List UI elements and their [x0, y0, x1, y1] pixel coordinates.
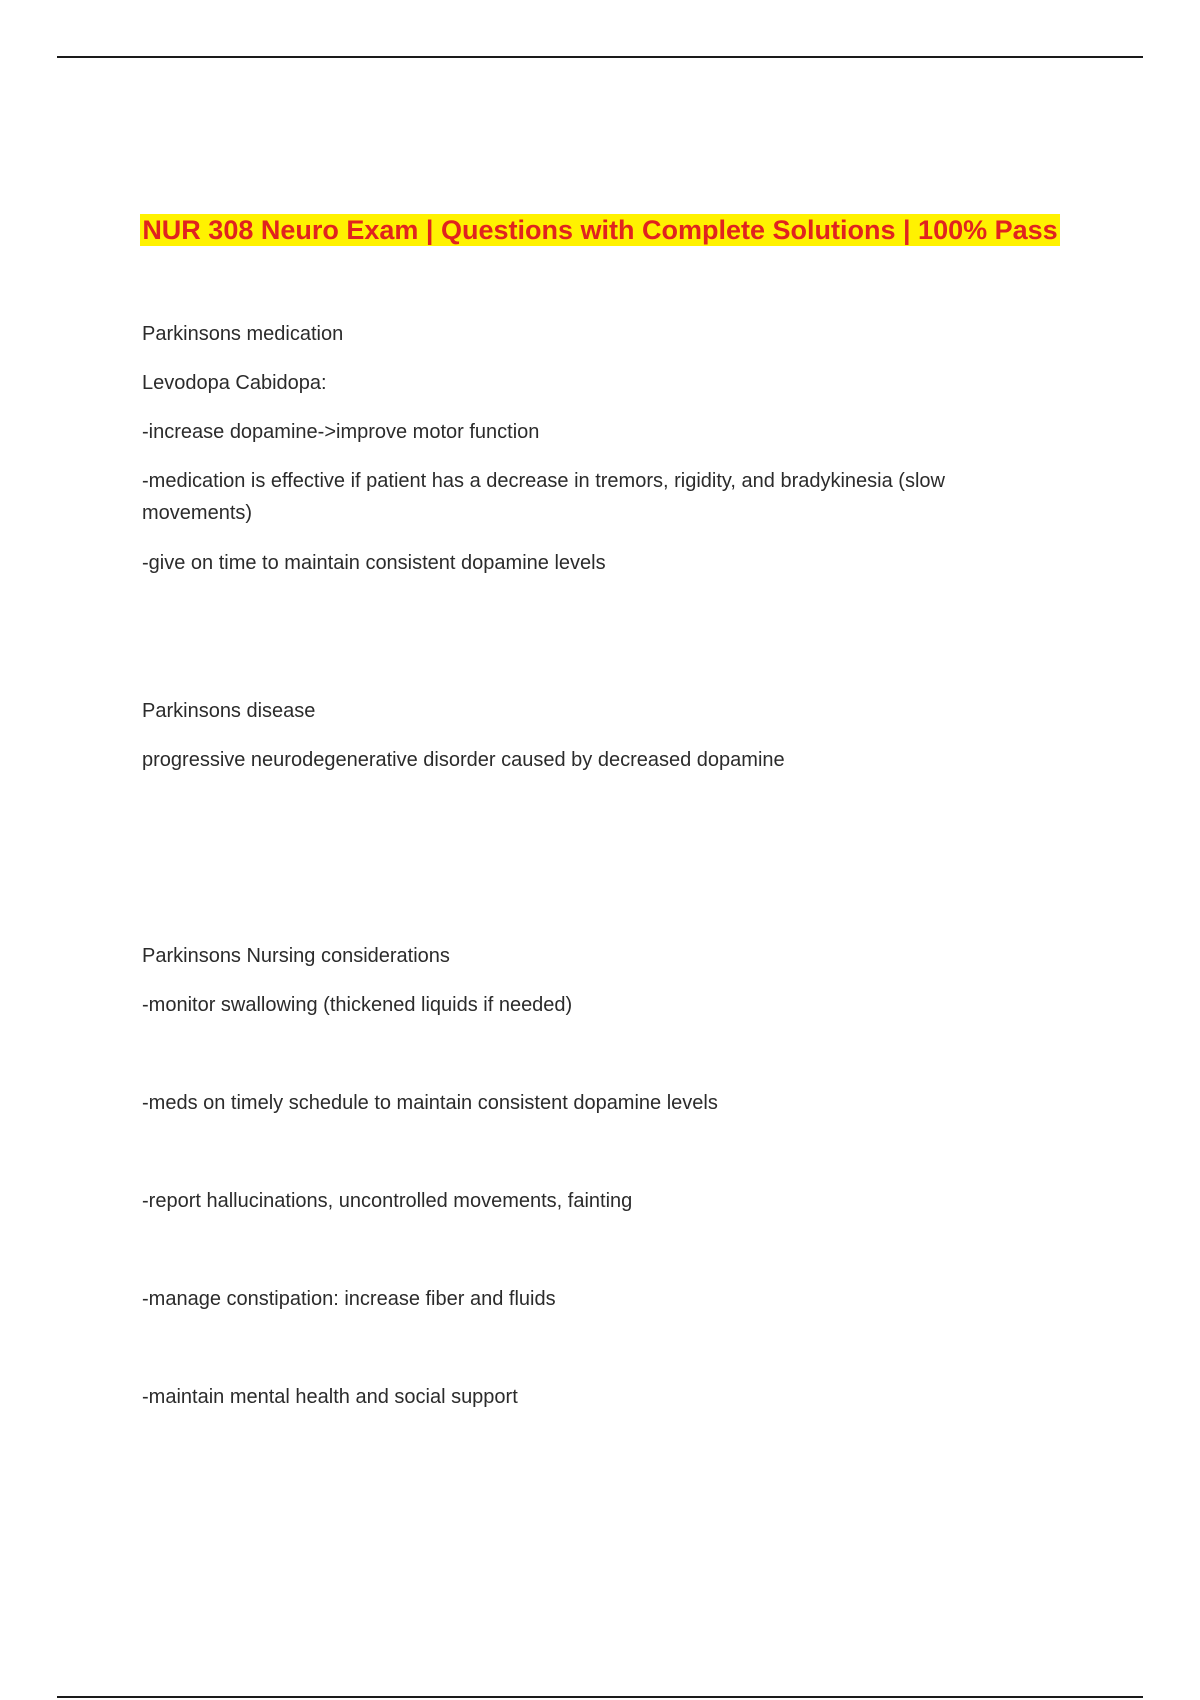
card-2-term: Parkinsons disease	[142, 700, 316, 722]
card-1-definition-line-4: -give on time to maintain consistent dopamine levels	[142, 552, 606, 574]
card-1-definition-line-1: Levodopa Cabidopa:	[142, 372, 327, 394]
document-title-text: NUR 308 Neuro Exam | Questions with Complete Solutions | 100% Pass	[142, 215, 1058, 245]
card-2-definition-line-1: progressive neurodegenerative disorder caused by decreased dopamine	[142, 749, 785, 771]
card-1-term: Parkinsons medication	[142, 323, 344, 345]
card-3-definition-line-1: -monitor swallowing (thickened liquids if needed)	[142, 994, 573, 1016]
card-1-definition-line-2: -increase dopamine->improve motor function	[142, 421, 540, 443]
card-3-definition-line-3: -report hallucinations, uncontrolled movements, fainting	[142, 1190, 633, 1212]
card-1-definition-line-3: -medication is effective if patient has a decrease in tremors, rigidity, and bradykinesia (slow movements)	[142, 470, 945, 524]
document-title	[120, 208, 1080, 253]
header-rule	[57, 56, 1143, 58]
footer-rule	[57, 1696, 1143, 1698]
card-3-definition-line-4: -manage constipation: increase fiber and fluids	[142, 1288, 556, 1310]
card-3-definition-line-5: -maintain mental health and social support	[142, 1386, 518, 1408]
card-3-definition-line-2: -meds on timely schedule to maintain consistent dopamine levels	[142, 1092, 718, 1114]
card-3-term: Parkinsons Nursing considerations	[142, 945, 450, 967]
